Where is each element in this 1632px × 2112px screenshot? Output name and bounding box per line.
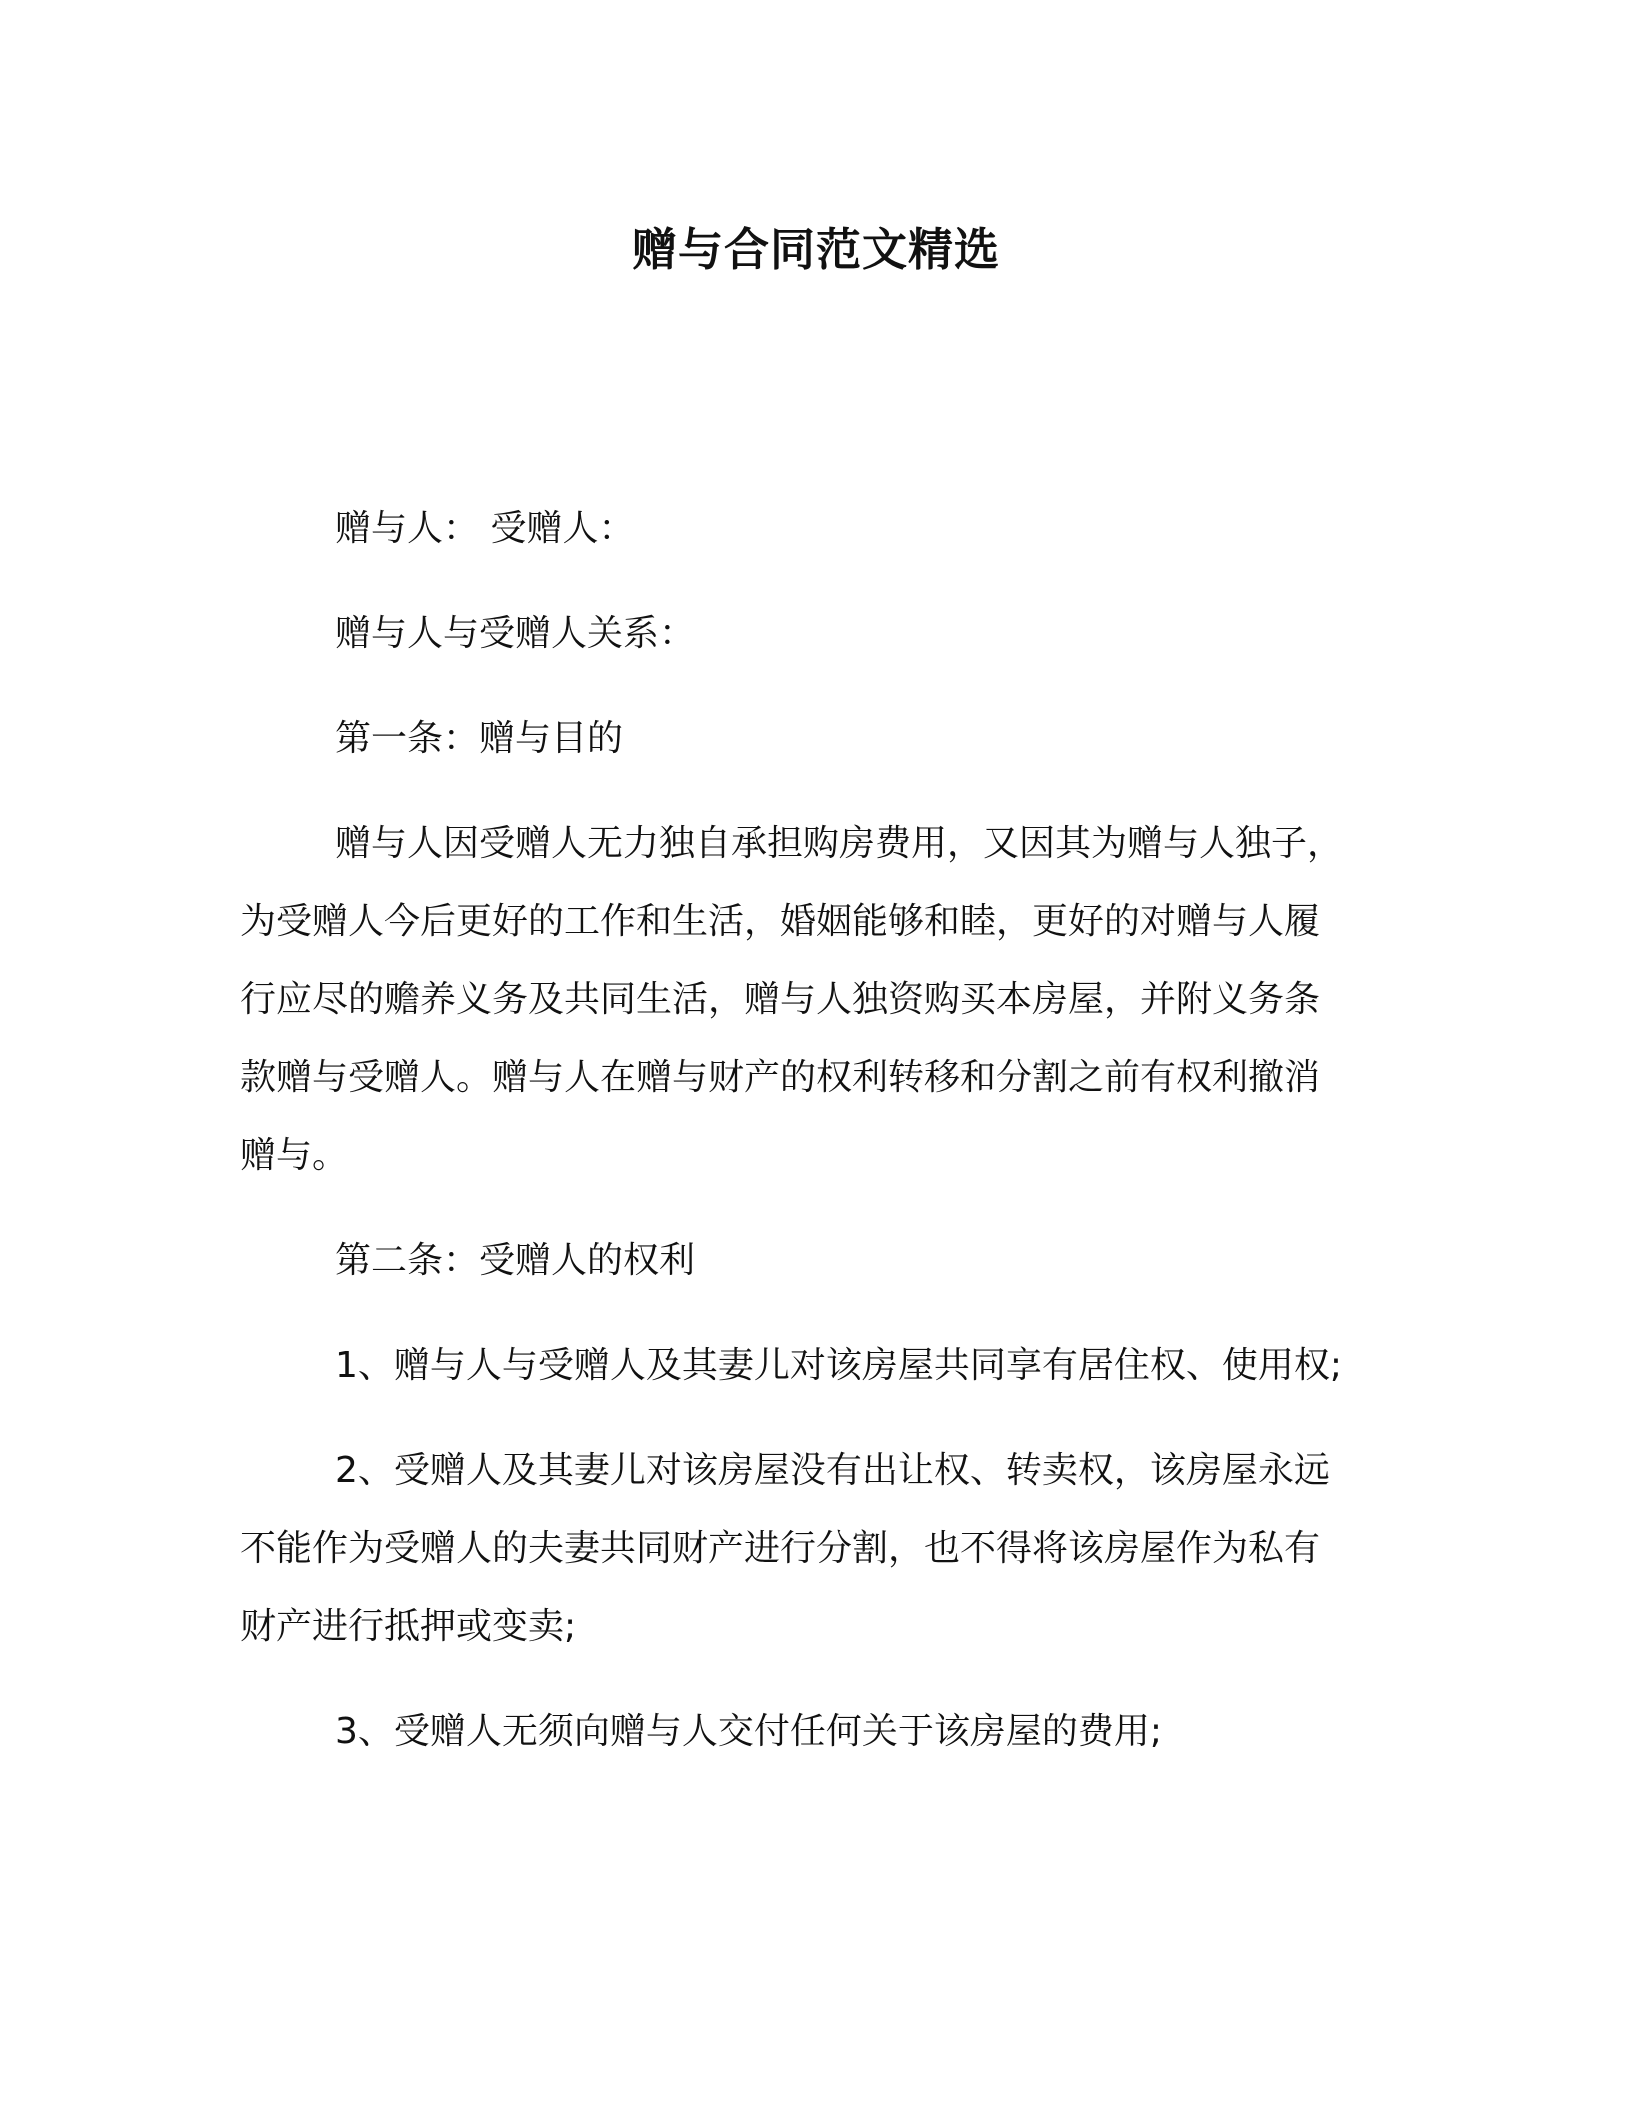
text-line: 2、受赠人及其妻儿对该房屋没有出让权、转卖权，该房屋永远 xyxy=(335,1450,1330,1491)
section-heading-article-1 xyxy=(240,700,1370,778)
text-line: 为受赠人今后更好的工作和生活，婚姻能够和睦，更好的对赠与人履 xyxy=(240,901,1321,942)
text-line: 3、受赠人无须向赠与人交付任何关于该房屋的费用; xyxy=(335,1711,1163,1752)
list-item-right-3 xyxy=(240,1693,1370,1771)
text-line: 1、赠与人与受赠人及其妻儿对该房屋共同享有居住权、使用权; xyxy=(335,1345,1343,1386)
text-line: 赠与人与受赠人关系： xyxy=(335,613,696,654)
text-line: 第一条：赠与目的 xyxy=(335,718,624,759)
document-body xyxy=(240,490,1370,1798)
section-heading-article-2 xyxy=(240,1222,1370,1300)
text-line: 财产进行抵押或变卖; xyxy=(240,1606,577,1647)
list-item-right-2 xyxy=(240,1432,1370,1666)
document-title: 赠与合同范文精选 xyxy=(631,223,1000,276)
text-line: 第二条：受赠人的权利 xyxy=(335,1240,696,1281)
text-line: 款赠与受赠人。赠与人在赠与财产的权利转移和分割之前有权利撤消 xyxy=(240,1057,1321,1098)
text-line: 赠与人因受赠人无力独自承担购房费用，又因其为赠与人独子， xyxy=(335,823,1344,864)
text-line: 不能作为受赠人的夫妻共同财产进行分割，也不得将该房屋作为私有 xyxy=(240,1528,1321,1569)
text-line: 赠与。 xyxy=(240,1135,349,1176)
paragraph-parties xyxy=(240,490,1370,568)
paragraph-purpose xyxy=(240,805,1370,1195)
list-item-right-1 xyxy=(240,1327,1370,1405)
paragraph-relationship xyxy=(240,595,1370,673)
text-line: 行应尽的赡养义务及共同生活，赠与人独资购买本房屋，并附义务条 xyxy=(240,979,1321,1020)
text-line: 赠与人： 受赠人： xyxy=(335,508,635,549)
